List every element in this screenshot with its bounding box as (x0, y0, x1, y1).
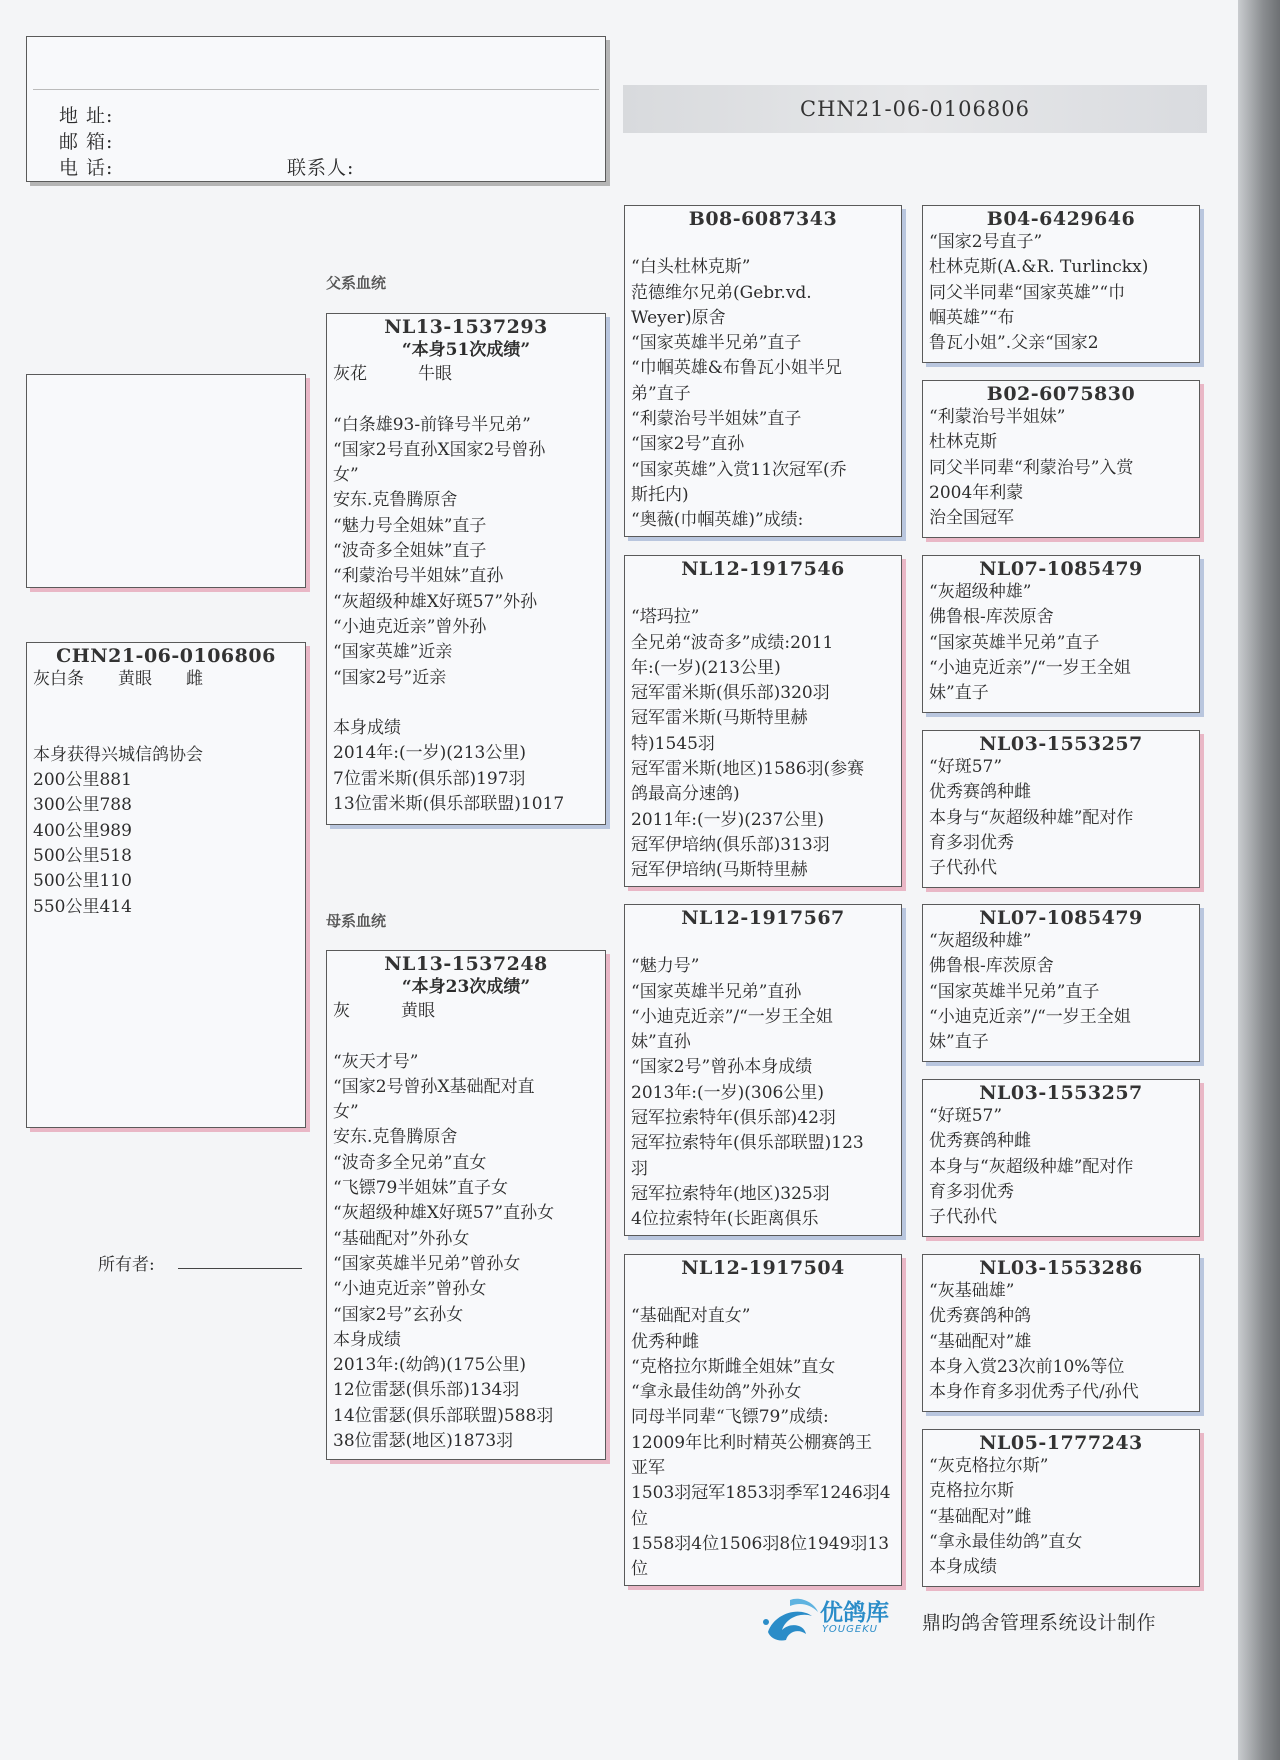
dam-subtitle: “本身23次成绩” (401, 977, 531, 997)
ggp-lines-8 (929, 1454, 1193, 1580)
text-line: 38位雷瑟(地区)1873羽 (333, 1431, 514, 1452)
text-line: 2013年:(一岁)(306公里) (631, 1082, 824, 1103)
text-line: 300公里788 (33, 795, 132, 816)
text-line: 200公里881 (33, 770, 132, 791)
text-line: “小迪克近亲”曾孙女 (333, 1279, 487, 1300)
text-line: 本身成绩 (929, 1557, 997, 1578)
text-line: 冠军拉索特年(俱乐部联盟)123 (631, 1133, 864, 1154)
text-line: 冠军拉索特年(地区)325羽 (631, 1183, 830, 1204)
text-line: 12位雷瑟(俱乐部)134羽 (333, 1380, 520, 1401)
text-line: “波奇多全姐妹”直子 (333, 541, 487, 562)
logo-text-cn: 优鸽库 (820, 1600, 889, 1626)
footer-credit: 鼎昀鸽舍管理系统设计制作 (922, 1612, 1157, 1634)
text-line: 全兄弟“波奇多”成绩:2011 (631, 632, 834, 653)
text-line: “小迪克近亲”/“一岁王全姐 (929, 657, 1131, 678)
text-line: “魅力号” (631, 956, 700, 977)
text-line: 子代孙代 (929, 1207, 997, 1228)
text-line: “国家英雄半兄弟”曾孙女 (333, 1253, 521, 1274)
text-line: 2011年:(一岁)(237公里) (631, 809, 824, 830)
ggp-lines-7 (929, 1279, 1193, 1405)
subject-box (26, 642, 306, 1128)
grandsire-maternal-box (624, 904, 902, 1236)
text-line: 佛鲁根-库茨原舍 (929, 607, 1054, 628)
dam-box (326, 950, 606, 1460)
text-line: 妹”直子 (929, 683, 989, 704)
ggp-box-1 (922, 205, 1200, 363)
text-line: 女” (333, 1102, 359, 1123)
granddam-maternal-box (624, 1254, 902, 1586)
ggp-box-6 (922, 1079, 1200, 1237)
text-line (333, 1024, 599, 1049)
text-line (631, 929, 895, 954)
text-line: 鸽最高分速鸽) (631, 784, 740, 805)
text-line: “基础配对直女” (631, 1306, 751, 1327)
text-line (33, 692, 299, 717)
text-line: 杜林克斯(A.&R. Turlinckx) (929, 257, 1149, 278)
ggp-ring-5: NL07-1085479 (979, 907, 1143, 929)
text-line: 范德维尔兄弟(Gebr.vd. (631, 282, 812, 303)
text-line: 帼英雄”“布 (929, 307, 1015, 328)
ggp-lines-1 (929, 230, 1193, 356)
text-line: 羽 (631, 1158, 648, 1179)
ggp-ring-6: NL03-1553257 (979, 1082, 1143, 1104)
text-line: “奥薇(巾帼英雄)”成绩: (631, 510, 804, 531)
text-line: “小迪克近亲”/“一岁王全姐 (929, 1006, 1131, 1027)
address-label: 地 址: (59, 105, 114, 127)
contact-divider (33, 89, 599, 90)
text-line: “白条雄93-前锋号半兄弟” (333, 414, 531, 435)
ggp-ring-8: NL05-1777243 (979, 1432, 1143, 1454)
text-line: “飞镖79半姐妹”直子女 (333, 1178, 509, 1199)
granddam-paternal-lines (631, 580, 895, 884)
logo-text-en: YOUGEKU (822, 1624, 878, 1635)
text-line: 位 (631, 1508, 648, 1529)
ggp-lines-2 (929, 405, 1193, 531)
yougeku-logo (760, 1592, 926, 1648)
postcode-label: 邮 箱: (59, 131, 114, 153)
text-line: 冠军伊培纳(俱乐部)313羽 (631, 834, 830, 855)
text-line: 同父半同辈“利蒙治号”入赏 (929, 457, 1134, 478)
text-line: 育多羽优秀 (929, 1181, 1014, 1202)
text-line: 4位拉索特年(长距离俱乐 (631, 1209, 819, 1230)
text-line (333, 387, 599, 412)
text-line: 冠军拉索特年(俱乐部)42羽 (631, 1108, 836, 1129)
text-line: 500公里110 (33, 871, 132, 892)
text-line: 特)1545羽 (631, 733, 715, 754)
granddam-maternal-ring: NL12-1917504 (681, 1257, 845, 1279)
text-line: 400公里989 (33, 820, 132, 841)
text-line: 冠军雷米斯(俱乐部)320羽 (631, 683, 830, 704)
text-line: “小迪克近亲”曾外孙 (333, 616, 487, 637)
page-edge (1238, 0, 1280, 1760)
dam-ring: NL13-1537248 (384, 953, 548, 975)
owner-label: 所有者: (98, 1255, 155, 1275)
text-line: “国家2号曾孙X基础配对直 (333, 1076, 535, 1097)
text-line: “国家英雄半兄弟”直孙 (631, 981, 802, 1002)
dam-section-label: 母系血统 (326, 912, 387, 930)
granddam-maternal-lines (631, 1279, 895, 1583)
text-line: 冠军雷米斯(地区)1586羽(参赛 (631, 759, 865, 780)
grandsire-paternal-box (624, 205, 902, 537)
text-line: “白头杜林克斯” (631, 257, 751, 278)
ggp-ring-3: NL07-1085479 (979, 558, 1143, 580)
grandsire-paternal-ring: B08-6087343 (688, 208, 838, 230)
ggp-box-5 (922, 904, 1200, 1062)
ggp-box-2 (922, 380, 1200, 538)
text-line: 冠军雷米斯(马斯特里赫 (631, 708, 808, 729)
text-line: 500公里518 (33, 846, 132, 867)
sire-box (326, 313, 606, 825)
text-line: 妹”直孙 (631, 1032, 691, 1053)
text-line: Weyer)原舍 (631, 307, 726, 328)
text-line: “灰天才号” (333, 1051, 419, 1072)
text-line: “国家2号直子” (929, 232, 1043, 252)
text-line: 优秀赛鸽种雌 (929, 782, 1031, 803)
sire-lines (333, 362, 599, 817)
ggp-lines-6 (929, 1104, 1193, 1230)
text-line: 1503羽冠军1853羽季军1246羽4 (631, 1483, 891, 1504)
text-line: “利蒙治号半姐妹”直孙 (333, 566, 504, 587)
text-line: “塔玛拉” (631, 607, 700, 628)
text-line: 优秀种雌 (631, 1331, 699, 1352)
text-line: “基础配对”雌 (929, 1506, 1032, 1527)
text-line: 位 (631, 1559, 648, 1580)
text-line: 2004年利蒙 (929, 482, 1024, 503)
text-line (631, 230, 895, 255)
text-line: 斯托内) (631, 484, 689, 505)
text-line: 安东.克鲁腾原舍 (333, 1127, 458, 1148)
text-line: “灰超级种雄X好斑57”直孙女 (333, 1203, 555, 1224)
text-line: “国家2号直孙X国家2号曾孙 (333, 439, 546, 460)
granddam-paternal-ring: NL12-1917546 (681, 558, 845, 580)
text-line (631, 580, 895, 605)
text-line: 本身作育多羽优秀子代/孙代 (929, 1382, 1139, 1403)
text-line: “灰超级种雄” (929, 582, 1032, 602)
text-line: 年:(一岁)(213公里) (631, 657, 781, 678)
ggp-box-3 (922, 555, 1200, 713)
ggp-lines-5 (929, 929, 1193, 1055)
text-line (333, 691, 599, 716)
text-line: “基础配对”雄 (929, 1331, 1032, 1352)
ggp-ring-4: NL03-1553257 (979, 733, 1143, 755)
text-line: “好斑57” (929, 757, 1003, 777)
ggp-ring-1: B04-6429646 (986, 208, 1136, 230)
text-line: “国家英雄”入赏11次冠军(乔 (631, 459, 847, 480)
text-line: “灰克格拉尔斯” (929, 1456, 1049, 1476)
text-line: “巾帼英雄&布鲁瓦小姐半兄 (631, 358, 842, 379)
text-line: “好斑57” (929, 1106, 1003, 1126)
text-line: 灰花 牛眼 (333, 364, 452, 384)
phone-label: 电 话: (59, 157, 114, 179)
text-line: 本身成绩 (333, 718, 401, 739)
text-line: 治全国冠军 (929, 508, 1014, 529)
sire-ring: NL13-1537293 (384, 316, 548, 338)
text-line: 安东.克鲁腾原舍 (333, 490, 458, 511)
contact-person-label: 联系人: (287, 157, 355, 179)
contact-box (26, 36, 606, 182)
text-line: 妹”直子 (929, 1032, 989, 1053)
text-line: 克格拉尔斯 (929, 1481, 1014, 1502)
text-line: “国家2号”玄孙女 (333, 1304, 464, 1325)
text-line: 女” (333, 465, 359, 486)
text-line (631, 1279, 895, 1304)
text-line: “灰超级种雄X好斑57”外孙 (333, 591, 538, 612)
text-line: 同母半同辈“飞镖79”成绩: (631, 1407, 829, 1428)
owner-signature-line (178, 1268, 302, 1269)
text-line: 佛鲁根-库茨原舍 (929, 956, 1054, 977)
text-line: 子代孙代 (929, 858, 997, 879)
text-line: 灰白条 黄眼 雌 (33, 669, 203, 689)
text-line: 育多羽优秀 (929, 832, 1014, 853)
text-line: 2014年:(一岁)(213公里) (333, 743, 526, 764)
text-line: 弟”直子 (631, 383, 691, 404)
text-line: 1558羽4位1506羽8位1949羽13 (631, 1533, 890, 1554)
text-line: “波奇多全兄弟”直女 (333, 1152, 487, 1173)
ggp-lines-4 (929, 755, 1193, 881)
text-line: 亚军 (631, 1458, 665, 1479)
text-line: 本身入赏23次前10%等位 (929, 1356, 1125, 1377)
text-line: 杜林克斯 (929, 432, 997, 453)
text-line: 同父半同辈“国家英雄”“巾 (929, 282, 1126, 303)
text-line: “利蒙治号半姐妹”直子 (631, 409, 802, 430)
text-line: “拿永最佳幼鸽”直女 (929, 1531, 1083, 1552)
grandsire-paternal-lines (631, 230, 895, 534)
subject-ring: CHN21-06-0106806 (56, 645, 276, 667)
text-line: “灰基础雄” (929, 1281, 1015, 1301)
text-line: “魅力号全姐妹”直子 (333, 515, 487, 536)
text-line: “国家2号”曾孙本身成绩 (631, 1057, 813, 1078)
photo-placeholder (26, 374, 306, 588)
subject-lines (33, 667, 299, 920)
ggp-ring-2: B02-6075830 (986, 383, 1136, 405)
grandsire-maternal-lines (631, 929, 895, 1233)
ggp-box-8 (922, 1429, 1200, 1587)
ring-banner: CHN21-06-0106806 (623, 85, 1207, 133)
text-line: 本身与“灰超级种雄”配对作 (929, 1156, 1134, 1177)
text-line: “国家英雄”近亲 (333, 642, 453, 663)
text-line: 13位雷米斯(俱乐部联盟)1017 (333, 794, 565, 815)
swirl-logo-icon (760, 1592, 822, 1648)
text-line: 12009年比利时精英公棚赛鸽王 (631, 1432, 873, 1453)
text-line (33, 718, 299, 743)
granddam-paternal-box (624, 555, 902, 887)
text-line: “国家英雄半兄弟”直子 (929, 632, 1100, 653)
text-line: 2013年:(幼鸽)(175公里) (333, 1355, 526, 1376)
ggp-ring-7: NL03-1553286 (979, 1257, 1143, 1279)
sire-section-label: 父系血统 (326, 274, 387, 292)
sire-subtitle: “本身51次成绩” (401, 340, 531, 360)
text-line: 本身与“灰超级种雄”配对作 (929, 807, 1134, 828)
ggp-lines-3 (929, 580, 1193, 706)
grandsire-maternal-ring: NL12-1917567 (681, 907, 845, 929)
dam-lines (333, 999, 599, 1454)
text-line: “克格拉尔斯雌全姐妹”直女 (631, 1356, 836, 1377)
text-line: 冠军伊培纳(马斯特里赫 (631, 860, 808, 881)
text-line: “灰超级种雄” (929, 931, 1032, 951)
text-line: “国家2号”直孙 (631, 434, 745, 455)
text-line: 550公里414 (33, 896, 132, 917)
text-line: 本身成绩 (333, 1329, 401, 1350)
text-line: 14位雷瑟(俱乐部联盟)588羽 (333, 1405, 554, 1426)
ggp-box-4 (922, 730, 1200, 888)
text-line: “利蒙治号半姐妹” (929, 407, 1066, 427)
text-line: “国家英雄半兄弟”直子 (929, 981, 1100, 1002)
text-line: 7位雷米斯(俱乐部)197羽 (333, 768, 526, 789)
text-line: “小迪克近亲”/“一岁王全姐 (631, 1006, 833, 1027)
text-line: 优秀赛鸽种鸽 (929, 1306, 1031, 1327)
text-line: 优秀赛鸽种雌 (929, 1131, 1031, 1152)
text-line: 鲁瓦小姐”.父亲“国家2 (929, 333, 1099, 354)
text-line: 本身获得兴城信鸽协会 (33, 744, 203, 765)
ggp-box-7 (922, 1254, 1200, 1412)
text-line: “国家2号”近亲 (333, 667, 447, 688)
text-line: “国家英雄半兄弟”直子 (631, 333, 802, 354)
text-line: “基础配对”外孙女 (333, 1228, 470, 1249)
text-line: “拿永最佳幼鸽”外孙女 (631, 1382, 802, 1403)
text-line: 灰 黄眼 (333, 1001, 435, 1021)
